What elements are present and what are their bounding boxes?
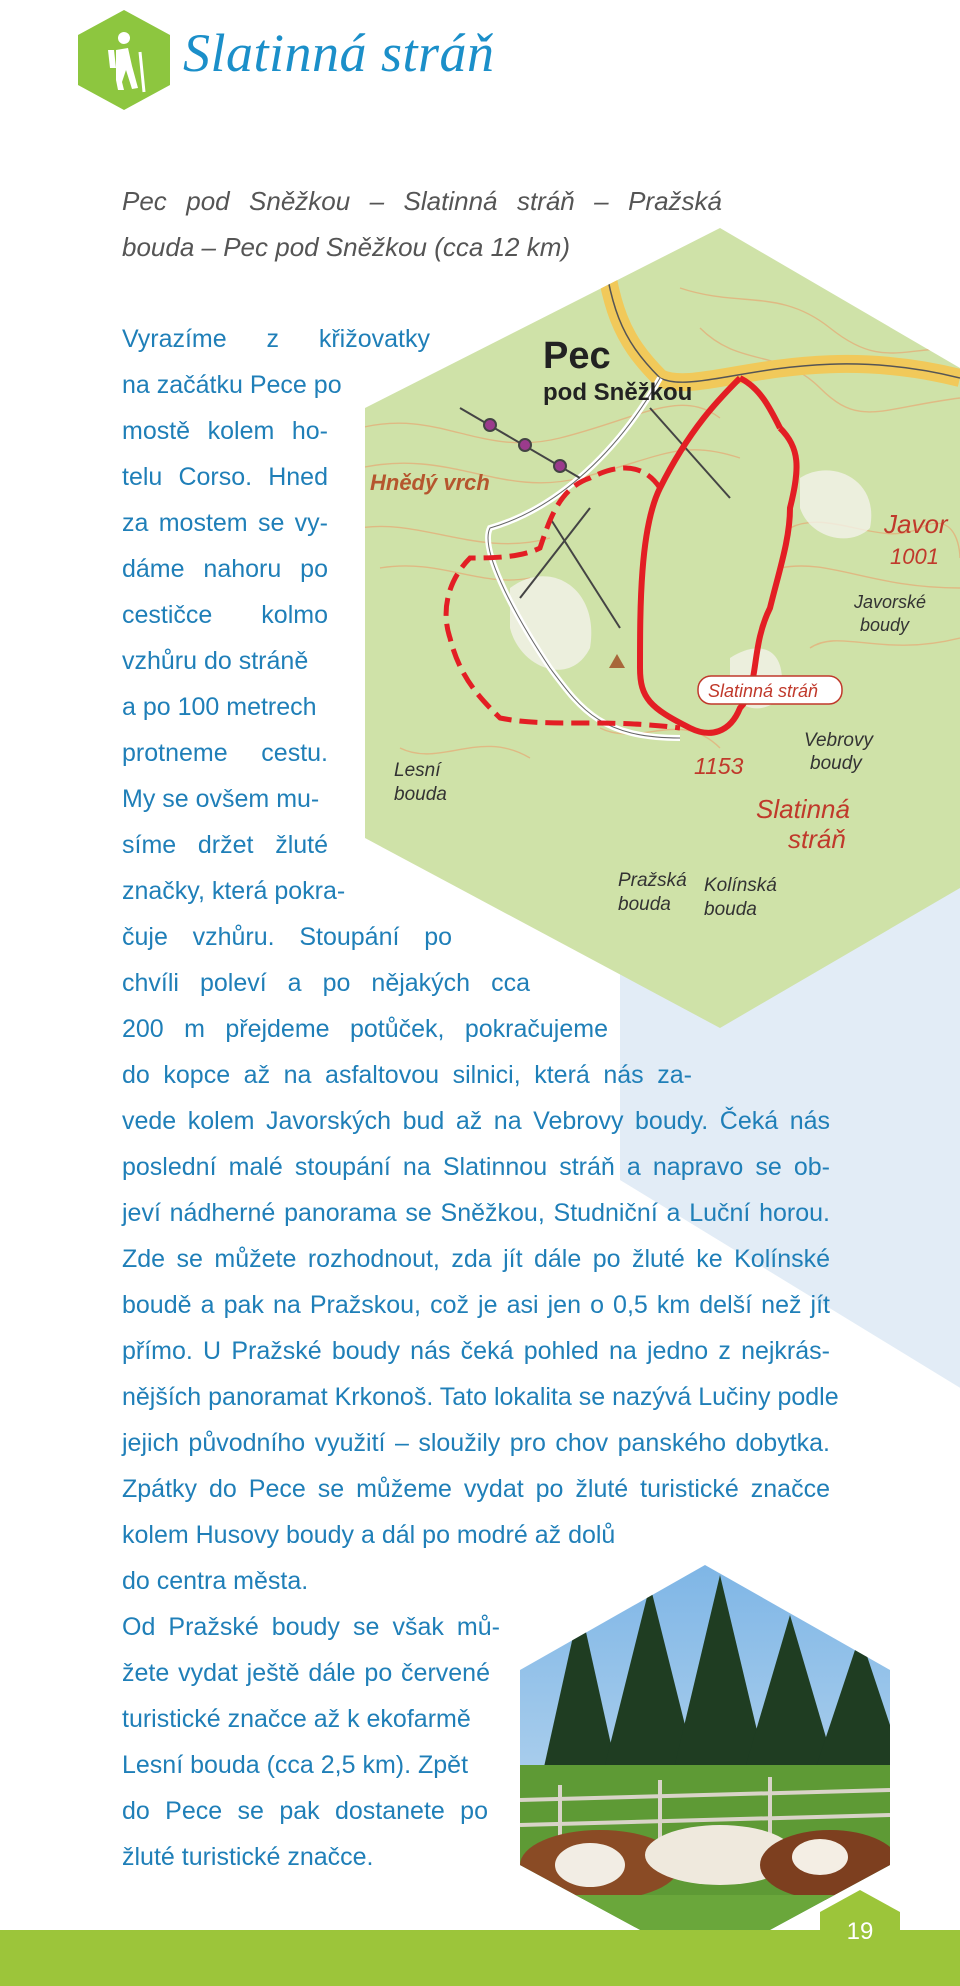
- subtitle-line: Pec pod Sněžkou – Slatinná stráň – Pražská: [122, 186, 722, 216]
- body-line: vzhůru do stráně: [122, 647, 309, 675]
- body-line: vede kolem Javorských bud až na Vebrovy boudy. Čeká nás: [122, 1107, 830, 1135]
- body-line: 200 m přejdeme potůček, pokračujeme: [122, 1015, 608, 1043]
- page-title: Slatinná stráň: [183, 23, 495, 83]
- map-label-slatinna-sign: Slatinná stráň: [708, 681, 819, 701]
- map-label-lesni: Lesní: [394, 760, 441, 781]
- map-label-javorske: Javorské: [854, 592, 927, 612]
- trail-map: [360, 228, 960, 1028]
- body-line: čuje vzhůru. Stoupání po: [122, 923, 452, 951]
- map-label-kolinska: Kolínská: [704, 875, 777, 896]
- body-line: mostě kolem ho-: [122, 417, 328, 445]
- body-line: turistické značce až k ekofarmě: [122, 1705, 471, 1733]
- body-line: do Pece se pak dostanete po: [122, 1797, 488, 1825]
- body-line: kolem Husovy boudy a dál po modré až dolů: [122, 1521, 616, 1549]
- body-line: Zpátky do Pece se můžeme vydat po žluté turistické značce: [122, 1475, 830, 1503]
- map-label-javor: Javor: [884, 509, 948, 539]
- body-line: síme držet žluté: [122, 831, 328, 859]
- subtitle-line: bouda – Pec pod Sněžkou (cca 12 km): [122, 232, 571, 262]
- body-line: za mostem se vy-: [122, 509, 328, 537]
- map-label-hnedy-vrch: Hnědý vrch: [370, 470, 490, 495]
- map-label-prazska: Pražská: [618, 870, 687, 891]
- body-line: chvíli poleví a po nějakých cca: [122, 969, 530, 997]
- map-label-pec: Pec: [543, 335, 611, 377]
- body-line: přímo. U Pražské boudy nás čeká pohled na jedno z nejkrás-: [122, 1337, 830, 1365]
- body-line: dáme nahoru po: [122, 555, 328, 583]
- body-line: poslední malé stoupání na Slatinnou stráň a napravo se ob-: [122, 1153, 830, 1181]
- map-label-boudy: boudy: [860, 615, 910, 635]
- body-line: nějších panoramat Krkonoš. Tato lokalita se nazývá Lučiny podle: [122, 1383, 839, 1411]
- map-label-pod-snezkou: pod Sněžkou: [543, 379, 693, 406]
- map-label-vebrovy-boudy: boudy: [810, 753, 862, 774]
- body-line: telu Corso. Hned: [122, 463, 328, 491]
- map-label-lesni-bouda: bouda: [394, 784, 447, 805]
- body-line: Lesní bouda (cca 2,5 km). Zpět: [122, 1751, 469, 1779]
- body-line: My se ovšem mu-: [122, 785, 320, 813]
- body-line: značky, která pokra-: [122, 877, 346, 905]
- map-label-vebrovy: Vebrovy: [804, 730, 873, 751]
- map-label-slatinna: Slatinná: [756, 794, 850, 824]
- map-label-prazska-bouda: bouda: [618, 894, 671, 915]
- body-line: Zde se můžete rozhodnout, zda jít dále po žluté ke Kolínské: [122, 1245, 830, 1273]
- body-line: do kopce až na asfaltovou silnici, která nás za-: [122, 1061, 692, 1089]
- body-line: žluté turistické značce.: [122, 1843, 374, 1871]
- body-line: a po 100 metrech: [122, 693, 317, 721]
- body-line: jejich původního využití – sloužily pro chov panského dobytka.: [122, 1429, 830, 1457]
- body-line: žete vydat ještě dále po červené: [122, 1659, 490, 1687]
- body-line: do centra města.: [122, 1567, 309, 1595]
- body-line: cestičce kolmo: [122, 601, 328, 629]
- body-line: Vyrazíme z křižovatky: [122, 325, 430, 353]
- map-label-kolinska-bouda: bouda: [704, 899, 757, 920]
- body-line: protneme cestu.: [122, 739, 328, 767]
- page-number: 19: [846, 1918, 874, 1945]
- footer-bar: [0, 1930, 960, 1986]
- body-line: boudě a pak na Pražskou, což je asi jen o 0,5 km delší než jít: [122, 1291, 830, 1319]
- map-label-stran: stráň: [788, 824, 846, 854]
- map-label-peak-altitude: 1153: [694, 753, 744, 779]
- map-label-javor-altitude: 1001: [890, 544, 939, 569]
- body-line: na začátku Pece po: [122, 371, 342, 399]
- hiker-icon: [78, 10, 170, 110]
- body-line: Od Pražské boudy se však mů-: [122, 1613, 500, 1641]
- body-line: jeví nádherné panorama se Sněžkou, Studniční a Luční horou.: [122, 1199, 830, 1227]
